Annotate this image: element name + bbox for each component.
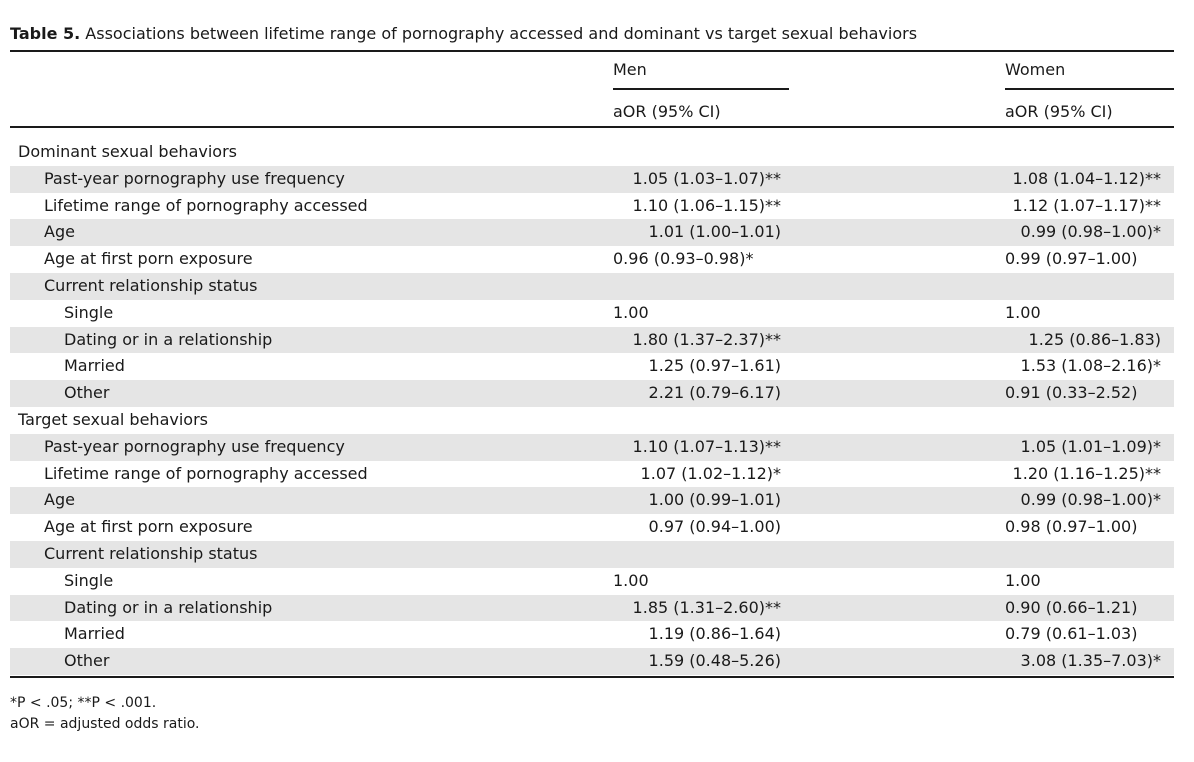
row-label: Married — [64, 624, 125, 644]
footnote-significance: *P < .05; **P < .001. — [10, 695, 157, 711]
men-aor-cell: 1.10 (1.07–1.13)** — [632, 436, 781, 456]
table-row — [10, 327, 1174, 354]
men-aor-cell: 1.01 (1.00–1.01) — [648, 222, 781, 242]
table-row — [10, 461, 1174, 488]
row-label: Past-year pornography use frequency — [44, 168, 345, 188]
men-aor-cell: 1.19 (0.86–1.64) — [648, 624, 781, 644]
table-row — [10, 648, 1174, 675]
row-label: Past-year pornography use frequency — [44, 436, 345, 456]
table-row — [10, 541, 1174, 568]
section-label: Dominant sexual behaviors — [18, 142, 237, 161]
table-caption-label: Table 5. — [10, 24, 81, 43]
row-label: Current relationship status — [44, 544, 258, 563]
women-aor-cell: 1.05 (1.01–1.09)* — [1020, 436, 1161, 456]
women-aor-cell: 1.25 (0.86–1.83) — [1028, 329, 1161, 349]
row-label: Age at first porn exposure — [44, 249, 253, 269]
row-label: Single — [64, 570, 114, 590]
table-row — [10, 273, 1174, 300]
table-row — [10, 514, 1174, 541]
row-label: Age — [44, 490, 75, 510]
men-aor-cell: 1.80 (1.37–2.37)** — [632, 329, 781, 349]
footnote-abbreviation: aOR = adjusted odds ratio. — [10, 716, 200, 732]
men-aor-cell: 1.00 (0.99–1.01) — [648, 490, 781, 510]
row-label: Age at first porn exposure — [44, 517, 253, 537]
women-subheader: aOR (95% CI) — [1005, 102, 1113, 121]
men-aor-cell: 1.59 (0.48–5.26) — [648, 651, 781, 671]
table-caption-text: Associations between lifetime range of pornography accessed and dominant vs target sexual behaviors — [80, 24, 918, 43]
table-row — [10, 166, 1174, 193]
men-aor-cell: 0.96 (0.93–0.98)* — [613, 249, 754, 269]
table-figure — [10, 0, 1174, 762]
women-aor-cell: 0.99 (0.98–1.00)* — [1020, 490, 1161, 510]
men-aor-cell: 1.85 (1.31–2.60)** — [632, 597, 781, 617]
row-label: Other — [64, 383, 110, 403]
table-row — [10, 434, 1174, 461]
men-aor-cell: 1.05 (1.03–1.07)** — [632, 168, 781, 188]
row-label: Lifetime range of pornography accessed — [44, 463, 368, 483]
men-aor-cell: 1.07 (1.02–1.12)* — [640, 463, 781, 483]
table-row — [10, 246, 1174, 273]
row-label: Other — [64, 651, 110, 671]
section-label: Target sexual behaviors — [18, 410, 208, 429]
men-aor-cell: 1.00 — [613, 302, 649, 322]
table-row — [10, 487, 1174, 514]
header-rule — [10, 126, 1174, 128]
table-row — [10, 300, 1174, 327]
row-label: Current relationship status — [44, 276, 258, 295]
table-row — [10, 568, 1174, 595]
table-row — [10, 621, 1174, 648]
men-column-header: Men — [613, 60, 647, 79]
men-aor-cell: 1.10 (1.06–1.15)** — [632, 195, 781, 215]
section-header-row — [10, 407, 1174, 434]
bottom-rule — [10, 676, 1174, 678]
table-row — [10, 380, 1174, 407]
women-aor-cell: 1.20 (1.16–1.25)** — [1012, 463, 1161, 483]
women-aor-cell: 1.00 — [1005, 302, 1041, 322]
row-label: Age — [44, 222, 75, 242]
women-aor-cell: 0.91 (0.33–2.52) — [1005, 383, 1138, 403]
table-caption — [10, 24, 917, 44]
women-aor-cell: 0.79 (0.61–1.03) — [1005, 624, 1138, 644]
row-label: Dating or in a relationship — [64, 329, 273, 349]
top-rule — [10, 50, 1174, 52]
women-aor-cell: 3.08 (1.35–7.03)* — [1020, 651, 1161, 671]
women-aor-cell: 1.12 (1.07–1.17)** — [1012, 195, 1161, 215]
table-row — [10, 219, 1174, 246]
men-aor-cell: 2.21 (0.79–6.17) — [648, 383, 781, 403]
table-row — [10, 595, 1174, 622]
men-aor-cell: 0.97 (0.94–1.00) — [648, 517, 781, 537]
section-header-row — [10, 139, 1174, 166]
women-aor-cell: 0.99 (0.98–1.00)* — [1020, 222, 1161, 242]
women-aor-cell: 1.08 (1.04–1.12)** — [1012, 168, 1161, 188]
men-aor-cell: 1.25 (0.97–1.61) — [648, 356, 781, 376]
row-label: Dating or in a relationship — [64, 597, 273, 617]
men-aor-cell: 1.00 — [613, 570, 649, 590]
row-label: Lifetime range of pornography accessed — [44, 195, 368, 215]
row-label: Married — [64, 356, 125, 376]
men-header-rule — [613, 88, 789, 90]
table-row — [10, 193, 1174, 220]
row-label: Single — [64, 302, 114, 322]
men-subheader: aOR (95% CI) — [613, 102, 721, 121]
women-header-rule — [1005, 88, 1174, 90]
women-aor-cell: 0.99 (0.97–1.00) — [1005, 249, 1138, 269]
women-column-header: Women — [1005, 60, 1066, 79]
women-aor-cell: 0.98 (0.97–1.00) — [1005, 517, 1138, 537]
table-row — [10, 353, 1174, 380]
women-aor-cell: 0.90 (0.66–1.21) — [1005, 597, 1138, 617]
women-aor-cell: 1.00 — [1005, 570, 1041, 590]
women-aor-cell: 1.53 (1.08–2.16)* — [1020, 356, 1161, 376]
